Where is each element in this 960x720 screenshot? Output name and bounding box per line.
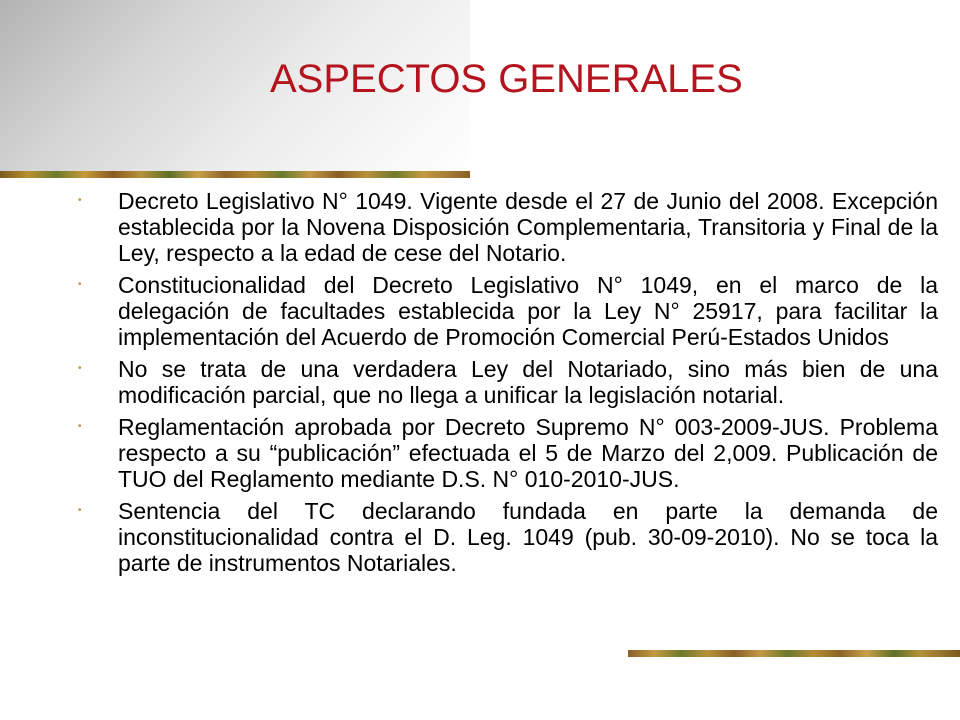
bottom-decorative-rule bbox=[628, 650, 960, 657]
bullet-list bbox=[78, 188, 938, 582]
bullet-text: Reglamentación aprobada por Decreto Supremo N° 003-2009-JUS. Problema respecto a su “publicación” efectuada el 5 de Marzo del 2,009. Publicación de TUO del Reglamento mediante D.S. N° 010-2010-JUS. bbox=[118, 414, 938, 492]
bullet-item bbox=[78, 414, 938, 492]
bullet-icon: • bbox=[78, 421, 82, 432]
bullet-item bbox=[78, 356, 938, 408]
bullet-item bbox=[78, 272, 938, 350]
bullet-item bbox=[78, 498, 938, 576]
top-decorative-rule bbox=[0, 171, 470, 178]
bullet-text: Sentencia del TC declarando fundada en parte la demanda de inconstitucionalidad contra el D. Leg. 1049 (pub. 30-09-2010). No se toca la parte de instrumentos Notariales. bbox=[118, 498, 938, 576]
bullet-icon: • bbox=[78, 279, 82, 290]
bullet-icon: • bbox=[78, 363, 82, 374]
bullet-text: No se trata de una verdadera Ley del Notariado, sino más bien de una modificación parcial, que no llega a unificar la legislación notarial. bbox=[118, 356, 938, 408]
bullet-icon: • bbox=[78, 505, 82, 516]
bullet-text: Constitucionalidad del Decreto Legislativo N° 1049, en el marco de la delegación de facultades establecida por la Ley N° 25917, para facilitar la implementación del Acuerdo de Promoción Comercial Perú-Estados Unidos bbox=[118, 272, 938, 350]
slide-title: ASPECTOS GENERALES bbox=[270, 57, 743, 101]
bullet-text: Decreto Legislativo N° 1049. Vigente desde el 27 de Junio del 2008. Excepción establecida por la Novena Disposición Complementaria, Transitoria y Final de la Ley, respecto a la edad de cese del Notario. bbox=[118, 188, 938, 266]
bullet-item bbox=[78, 188, 938, 266]
bullet-icon: • bbox=[78, 195, 82, 206]
